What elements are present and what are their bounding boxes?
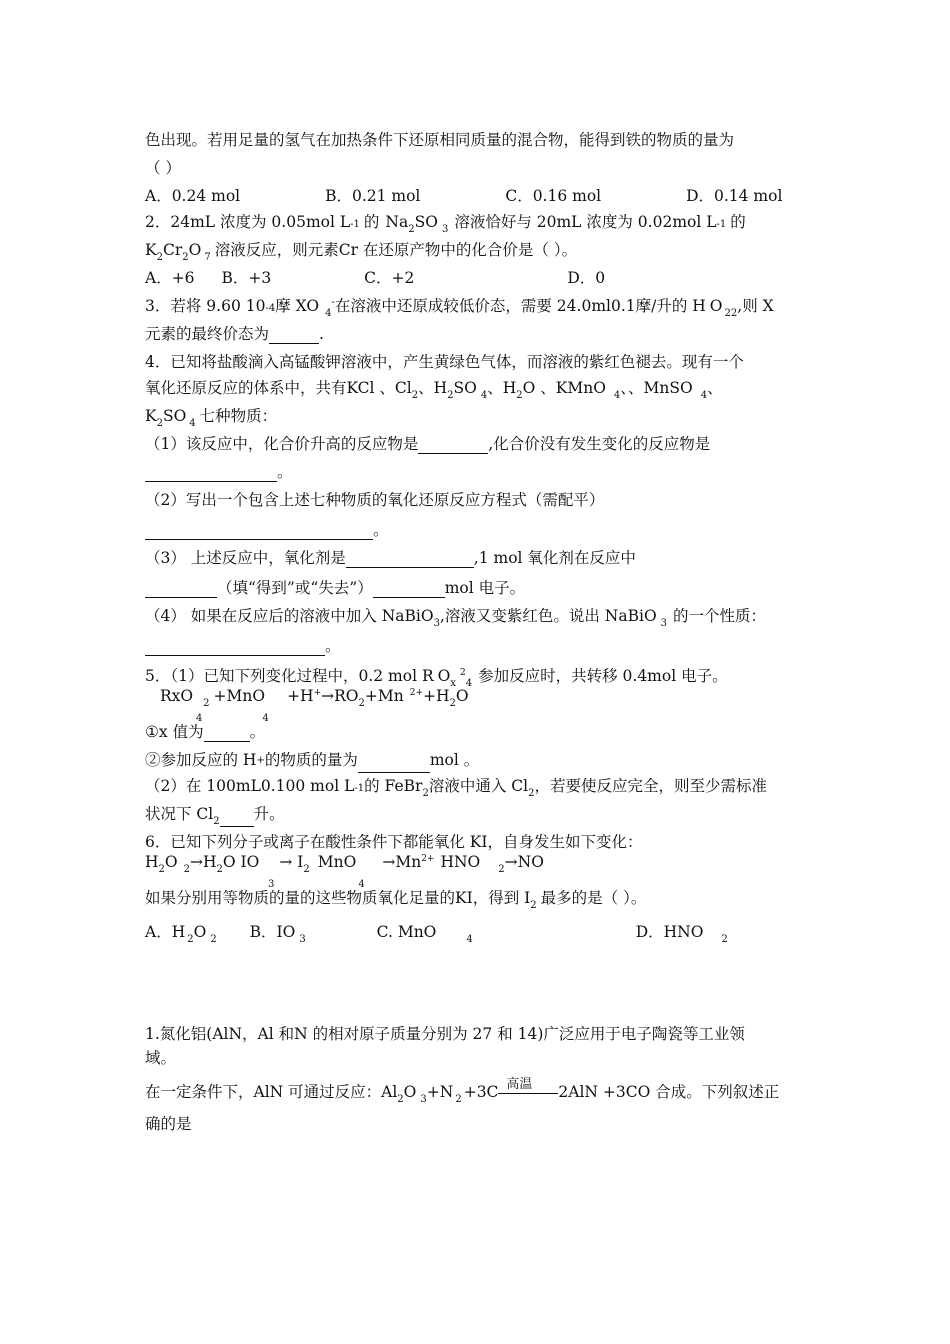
option-a: A．0.24 mol bbox=[145, 187, 241, 205]
question-3-line2: 元素的最终价态为 . bbox=[145, 325, 324, 343]
option-b: B．0.21 mol bbox=[325, 187, 421, 205]
question-4-1-line2: 。 bbox=[145, 462, 293, 482]
question-new-1-line2: 域。 bbox=[145, 1049, 177, 1067]
question-3: 3．若将 9.60 10-4摩 XO $_4$-在溶液中还原成较低价态，需要 24.0ml0.1摩/升的 H O $_{22}$,则 X bbox=[145, 297, 774, 319]
option-row bbox=[145, 186, 782, 206]
question-4-4-line2: 。 bbox=[145, 636, 341, 656]
answer-blank[interactable] bbox=[346, 551, 474, 568]
question-5-1: ①x 值为 。 bbox=[145, 723, 266, 741]
option-c: C．0.16 mol bbox=[505, 187, 602, 205]
answer-blank[interactable] bbox=[358, 756, 430, 773]
question-new-1: 1.氮化铝(AlN，Al 和N 的相对原子质量分别为 27 和 14)广泛应用于电子陶瓷等工业领 bbox=[145, 1025, 745, 1043]
question-4-3-line2: （填“得到”或“失去”） mol 电子。 bbox=[145, 578, 525, 598]
question-5: 5．（1）已知下列变化过程中，0.2 mol R $O_x^2_4$ 参加反应时，共转移 0.4mol 电子。 bbox=[145, 667, 728, 689]
answer-blank[interactable] bbox=[220, 810, 254, 827]
question-6: 6．已知下列分子或离子在酸性条件下都能氧化 KI，自身发生如下变化： bbox=[145, 833, 643, 851]
question-6-line2: 如果分别用等物质的量的这些物质氧化足量的KI，得到 $I_2$ 最多的是（ ）。 bbox=[145, 889, 647, 911]
answer-blank[interactable] bbox=[145, 639, 325, 656]
answer-blank[interactable] bbox=[418, 437, 488, 454]
answer-blank[interactable] bbox=[204, 725, 250, 742]
equation-6-subs: 3 4 bbox=[268, 879, 365, 890]
question-5-part2: （2）在 100mL0.100 mol L-1的 FeBr$_2$溶液中通入 $Cl_2$，若要使反应完全，则至少需标准 bbox=[145, 777, 767, 799]
option-row: A．+6 B．+3 C．+2 D．0 bbox=[145, 269, 606, 287]
question-new-1-line4: 确的是 bbox=[145, 1115, 192, 1133]
question-4-4: （4） 如果在反应后的溶液中加入 NaBiO$_3$,溶液又变紫红色。说出 NaBiO $_3$ 的一个性质： bbox=[145, 607, 767, 629]
answer-blank[interactable] bbox=[145, 523, 373, 540]
equation-6: $H_2O$ $_2\to H_2O$ IO → $I_2$ MnO $\to Mn^{2+}$ HNO $_2$→NO bbox=[145, 853, 544, 875]
text-line: 色出现。若用足量的氢气在加热条件下还原相同质量的混合物，能得到铁的物质的量为 bbox=[145, 131, 735, 149]
question-4: 4．已知将盐酸滴入高锰酸钾溶液中，产生黄绿色气体，而溶液的紫红色褪去。现有一个 bbox=[145, 353, 744, 371]
option-row: A．H $_2$O $_2$ B．IO $_3$ C. MnO $_4$ D．HNO $_2$ bbox=[145, 923, 728, 945]
answer-blank[interactable] bbox=[145, 465, 277, 482]
question-5-2: ②参加反应的 H+的物质的量为 mol 。 bbox=[145, 750, 479, 773]
answer-blank[interactable] bbox=[145, 581, 217, 598]
answer-blank[interactable] bbox=[269, 327, 319, 344]
equation-5-subs: 4 4 bbox=[196, 713, 269, 724]
answer-blank[interactable] bbox=[373, 581, 445, 598]
reaction-condition: 高温 bbox=[498, 1087, 558, 1105]
question-4-line3: $K_2SO$ $_4$ 七种物质： bbox=[145, 407, 278, 429]
question-4-3: （3） 上述反应中，氧化剂是 ,1 mol 氧化剂在反应中 bbox=[145, 549, 636, 567]
equation-5: RxO $_2 +MnO +H^+\to RO_2+Mn$ $^{2+}+H_2O$ bbox=[160, 687, 469, 709]
option-d: D．0.14 mol bbox=[686, 187, 783, 205]
question-2: 2．24mL 浓度为 0.05mol L-1 的 $Na_2SO$ $_3$ 溶液恰好与 20mL 浓度为 0.02mol L-1 的 bbox=[145, 213, 746, 235]
question-4-2: （2）写出一个包含上述七种物质的氧化还原反应方程式（需配平） bbox=[145, 491, 605, 509]
question-4-1: （1）该反应中，化合价升高的反应物是 ,化合价没有发生变化的反应物是 bbox=[145, 435, 711, 453]
question-new-1-line3: 在一定条件下，AlN 可通过反应：$Al_2O$ $_3$+N $_2$ +3C 高温 2AlN +3CO 合成。下列叙述正 bbox=[145, 1077, 780, 1105]
question-4-line2: 氧化还原反应的体系中，共有KCl 、$Cl_2$、$H_2SO$ $_4$、$H_2O$ 、KMnO $_4$、、MnSO $_4$、 bbox=[145, 379, 723, 401]
text-line: （ ） bbox=[145, 159, 181, 177]
question-2-line2: $K_2Cr_2O$ $_7$ 溶液反应，则元素Cr 在还原产物中的化合价是（ ）。 bbox=[145, 241, 578, 263]
question-5-part2-line2: 状况下 $Cl_2$ 升。 bbox=[145, 805, 285, 827]
question-4-2-line2: 。 bbox=[145, 520, 389, 540]
